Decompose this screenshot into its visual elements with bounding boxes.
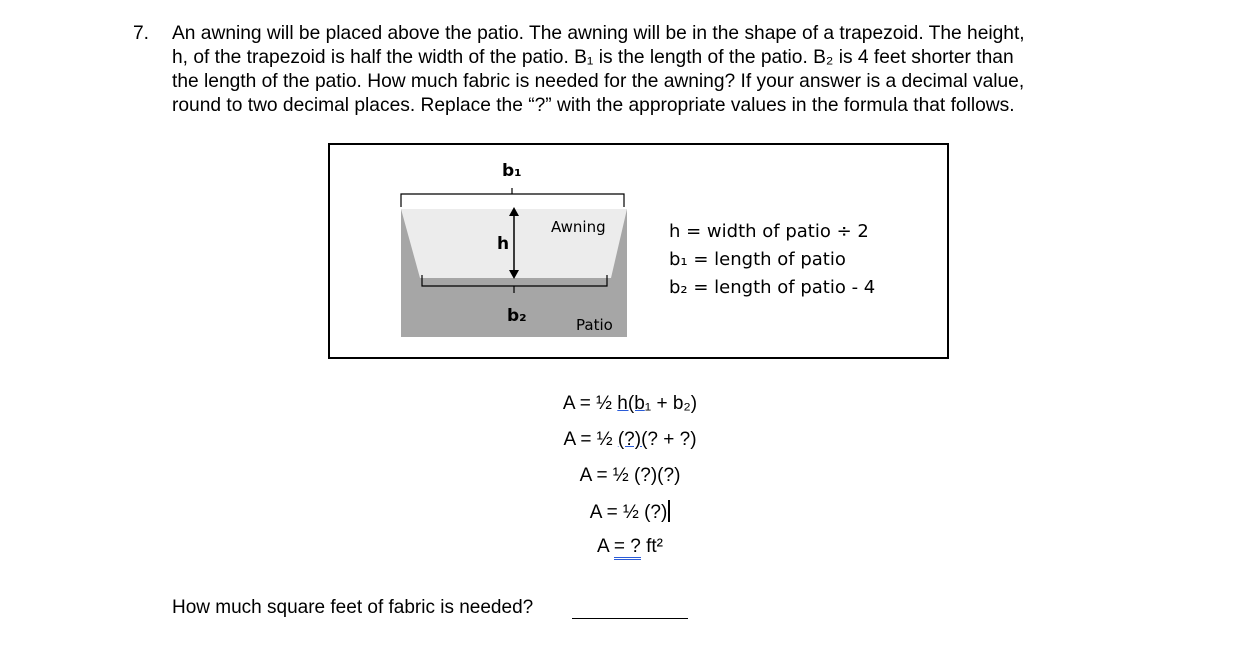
label-b2: b₂ <box>507 306 527 326</box>
label-awning: Awning <box>551 218 606 236</box>
label-patio: Patio <box>576 316 613 334</box>
final-question: How much square feet of fabric is needed? <box>172 597 534 618</box>
formula-4-text: A = ½ (?) <box>589 502 668 523</box>
formula-5-suffix: ft² <box>640 536 664 557</box>
diagram-figure <box>330 145 947 357</box>
formula-5-prefix: A <box>596 536 614 557</box>
question-line-4: round to two decimal places. Replace the “?” with the appropriate values in the formula that follows. <box>172 95 1015 116</box>
question-line-2: h, of the trapezoid is half the width of the patio. B₁ is the length of the patio. B₂ is 4 feet shorter than <box>172 47 1014 68</box>
formula-2-prefix: A = ½ <box>563 429 618 450</box>
formula-1-prefix: A = ½ <box>562 393 618 414</box>
formula-line-2[interactable] <box>440 429 820 451</box>
definition-h: h = width of patio ÷ 2 <box>669 221 869 242</box>
definition-b2: b₂ = length of patio - 4 <box>669 277 876 298</box>
answer-blank[interactable] <box>572 618 688 619</box>
formula-2-underlined: (?)( <box>617 429 648 450</box>
question-line-1: An awning will be placed above the patio. The awning will be in the shape of a trapezoid. The height, <box>172 23 1025 44</box>
formula-1-underlined: h(b <box>617 393 645 414</box>
definition-b1: b₁ = length of patio <box>669 249 846 270</box>
trapezoid-diagram <box>328 143 949 359</box>
formula-5-underlined: = ? <box>614 536 641 560</box>
formula-line-4[interactable] <box>440 500 820 524</box>
formula-1-suffix: ₁ + b₂) <box>644 393 698 414</box>
formula-line-3[interactable]: A = ½ (?)(?) <box>579 465 681 486</box>
formula-line-5[interactable] <box>440 536 820 558</box>
label-b1: b₁ <box>502 161 522 181</box>
b1-brace <box>401 188 624 207</box>
label-h: h <box>497 234 510 254</box>
question-line-3: the length of the patio. How much fabric is needed for the awning? If your answer is a decimal value, <box>172 71 1025 92</box>
formula-2-suffix: ? + ?) <box>647 429 697 450</box>
question-number: 7. <box>133 23 150 44</box>
text-cursor <box>668 500 670 522</box>
formula-line-1 <box>440 393 820 415</box>
